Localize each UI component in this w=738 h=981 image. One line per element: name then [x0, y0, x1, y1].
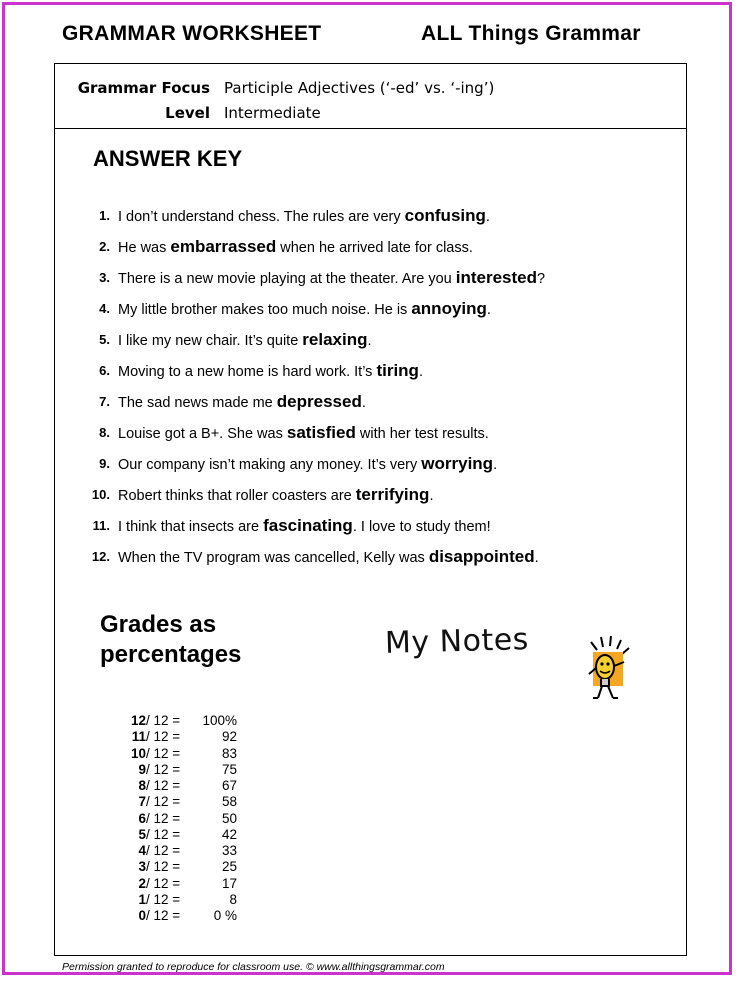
question-answer: fascinating: [263, 516, 353, 535]
question-answer: embarrassed: [170, 237, 277, 256]
question-before: I think that insects are: [118, 519, 264, 535]
question-answer: confusing: [404, 206, 486, 225]
question-number: 12.: [91, 549, 110, 564]
question-answer: tiring: [376, 361, 419, 380]
grade-percent: 25: [221, 859, 237, 875]
grade-percent: 58: [221, 794, 237, 810]
question-after: .: [493, 457, 498, 473]
lightbulb-character-icon: [583, 634, 635, 704]
grade-percent: 42: [221, 826, 237, 842]
grade-percent: 8: [229, 891, 237, 907]
grade-total: / 12 =: [146, 908, 181, 923]
question-after: with her test results.: [355, 426, 489, 442]
question-before: There is a new movie playing at the theater. Are you: [118, 271, 456, 287]
question-number: 11.: [92, 518, 110, 533]
question-after: .: [486, 302, 491, 318]
question-number: 5.: [99, 332, 110, 347]
grade-score: 0: [138, 908, 146, 923]
question-number: 2.: [99, 239, 110, 254]
question-before: He was: [118, 240, 171, 256]
grade-total: / 12 =: [146, 891, 181, 907]
question-text: [118, 330, 372, 350]
question-number: 9.: [99, 456, 110, 471]
grade-total: / 12 =: [146, 875, 181, 891]
question-before: Louise got a B+. She was: [118, 426, 287, 442]
question-answer: disappointed: [428, 547, 535, 566]
question-text: [118, 485, 433, 505]
question-after: .: [485, 209, 490, 225]
grade-total: / 12 =: [146, 826, 181, 842]
question-text: [118, 268, 545, 288]
question-answer: worrying: [421, 454, 494, 473]
question-after: .: [429, 488, 434, 504]
grade-score: 11: [131, 729, 146, 745]
grade-score: 4: [138, 843, 146, 858]
notes-heading: My Notes: [384, 622, 530, 661]
grade-percent: 17: [221, 875, 237, 891]
question-after: .: [367, 333, 372, 349]
question-text: [118, 392, 366, 412]
grade-percent: 100%: [202, 713, 237, 728]
question-before: When the TV program was cancelled, Kelly was: [118, 550, 429, 566]
grade-total: / 12 =: [146, 745, 181, 761]
question-text: [118, 423, 489, 443]
question-before: I like my new chair. It’s quite: [118, 333, 303, 349]
grade-score: 2: [138, 875, 146, 891]
question-text: [118, 454, 497, 474]
grade-percent: 50: [221, 810, 237, 826]
question-answer: interested: [455, 268, 537, 287]
question-after: .: [418, 364, 423, 380]
grade-score: 8: [138, 778, 146, 793]
question-number: 8.: [99, 425, 110, 440]
grade-total: / 12 =: [146, 794, 181, 810]
question-number: 7.: [99, 394, 110, 409]
grade-percent: 92: [221, 729, 237, 745]
footer-note: Permission granted to reproduce for classroom use. © www.allthingsgrammar.com: [62, 961, 445, 973]
question-after: . I love to study them!: [352, 519, 491, 535]
grades-heading-line1: Grades as: [100, 611, 217, 638]
grades-heading: [100, 610, 241, 670]
grade-score: 9: [138, 761, 146, 777]
question-number: 10.: [91, 487, 110, 502]
grade-score: 7: [138, 794, 146, 810]
focus-label: Grammar Focus: [77, 79, 210, 97]
worksheet-title: GRAMMAR WORKSHEET: [62, 22, 322, 45]
grade-score: 5: [138, 826, 146, 842]
focus-value: Participle Adjectives (‘-ed’ vs. ‘-ing’): [224, 79, 495, 97]
question-text: [118, 516, 491, 536]
grade-total: / 12 =: [146, 761, 181, 777]
question-text: [118, 299, 491, 319]
grade-total: / 12 =: [146, 843, 181, 858]
question-before: Our company isn’t making any money. It’s very: [118, 457, 422, 473]
question-before: I don’t understand chess. The rules are very: [118, 209, 405, 225]
grade-total: / 12 =: [146, 729, 181, 745]
question-answer: depressed: [276, 392, 362, 411]
grade-percent: 83: [221, 745, 237, 761]
brand-title: ALL Things Grammar: [421, 22, 641, 45]
grade-score: 12: [130, 713, 146, 728]
question-answer: annoying: [411, 299, 487, 318]
question-answer: relaxing: [302, 330, 368, 349]
question-before: Moving to a new home is hard work. It’s: [118, 364, 377, 380]
question-answer: satisfied: [286, 423, 356, 442]
question-number: 1.: [99, 208, 110, 223]
grade-total: / 12 =: [146, 713, 181, 728]
level-label: Level: [165, 104, 210, 122]
question-text: [118, 206, 490, 226]
question-text: [118, 547, 539, 567]
worksheet-box: [54, 63, 687, 956]
grades-heading-line2: percentages: [100, 641, 242, 668]
question-after: when he arrived late for class.: [276, 240, 473, 256]
question-text: [118, 361, 423, 381]
level-value: Intermediate: [224, 104, 321, 122]
grade-percent: 75: [221, 761, 237, 777]
question-before: Robert thinks that roller coasters are: [118, 488, 356, 504]
grade-total: / 12 =: [146, 859, 181, 875]
question-answer: terrifying: [355, 485, 430, 504]
grade-total: / 12 =: [146, 810, 181, 826]
grade-percent: 0 %: [213, 908, 237, 923]
question-text: [118, 237, 473, 257]
question-number: 4.: [99, 301, 110, 316]
grade-percent: 67: [221, 778, 237, 793]
answer-key-heading: ANSWER KEY: [93, 146, 243, 171]
question-number: 3.: [99, 270, 110, 285]
grade-total: / 12 =: [146, 778, 181, 793]
question-before: The sad news made me: [118, 395, 277, 411]
grade-score: 1: [138, 891, 146, 907]
question-number: 6.: [99, 363, 110, 378]
grade-score: 3: [138, 859, 146, 875]
question-before: My little brother makes too much noise. He is: [118, 302, 412, 318]
question-after: .: [361, 395, 366, 411]
grade-score: 6: [138, 810, 146, 826]
grade-percent: 33: [221, 843, 237, 858]
question-after: ?: [536, 271, 546, 287]
info-section: [55, 64, 686, 129]
grade-score: 10: [130, 745, 146, 761]
question-after: .: [534, 550, 539, 566]
